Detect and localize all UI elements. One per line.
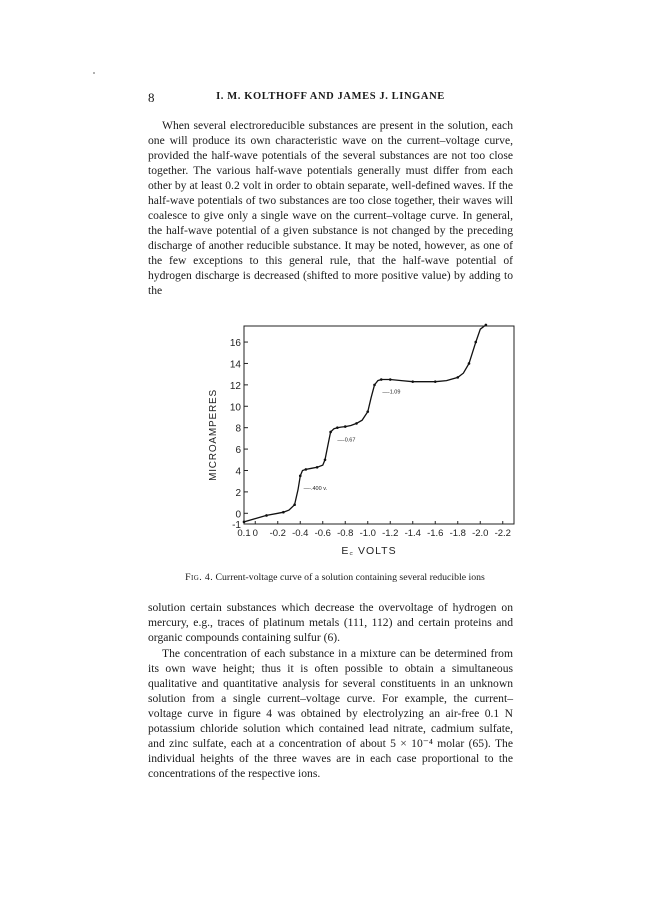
x-tick-label-7: -1.2 (382, 528, 399, 539)
x-tick-label-9: -1.6 (427, 528, 444, 539)
x-tick-label-12: -2.2 (494, 528, 511, 539)
data-point-32 (411, 380, 414, 383)
y-tick-label-7: 12 (229, 380, 241, 392)
x-tick-label-1: 0 (252, 528, 258, 539)
y-tick-label-1: 0 (235, 509, 241, 521)
data-point-0 (243, 521, 246, 524)
y-tick-label-6: 10 (229, 402, 241, 414)
y-tick-label-3: 4 (235, 466, 241, 478)
y-tick-label-9: 16 (229, 338, 241, 350)
x-tick-label-4: -0.6 (314, 528, 331, 539)
half-wave-annotation-1: —-0.67 (337, 437, 356, 444)
paragraph-2: solution certain substances which decrease the overvoltage of hydrogen on mercury, e.g., traces of platinum metals (111, 112) and certain proteins and organic compounds containing sulfur (6). (148, 601, 513, 644)
data-point-20 (344, 425, 347, 428)
figure-caption-label: Fig. 4. (185, 572, 214, 583)
half-wave-annotation-2: —-.400 v. (303, 485, 328, 492)
figure-4 (196, 322, 526, 570)
data-point-36 (456, 376, 459, 379)
data-point-38 (468, 362, 471, 365)
y-tick-label-5: 8 (235, 423, 241, 435)
paragraph-1: When several electroreducible substances are present in the solution, each one will produce its own characteristic wave on the current–voltage curve, provided the half-wave potentials of the several substances are not too close together. The various half-wave potentials generally must differ from each other by at least 0.2 volt in order to obtain separate, well-defined waves. If the half-wave potentials of two substances are too close together, their waves will coalesce to give only a single wave on the current–voltage curve. In general, the half-wave potential of a given substance is not changed by the preceding discharge of another reducible substance. It may be noted, however, as one of the few exceptions to this general rule, that the half-wave potential of hydrogen discharge is decreased (shifted to more positive value) by adding to the (148, 119, 513, 297)
y-tick-label-4: 6 (235, 445, 241, 457)
y-axis-label: MICROAMPERES (208, 389, 219, 481)
data-point-16 (329, 431, 332, 434)
page-header (148, 90, 513, 106)
x-tick-label-6: -1.0 (359, 528, 376, 539)
x-tick-label-3: -0.4 (292, 528, 309, 539)
data-point-6 (293, 503, 296, 506)
data-point-10 (305, 468, 308, 471)
data-point-24 (366, 410, 369, 413)
data-point-28 (380, 378, 383, 381)
y-tick-label-8: 14 (229, 359, 241, 371)
running-head: I. M. KOLTHOFF AND JAMES J. LINGANE (216, 91, 445, 102)
figure-caption-text: Current-voltage curve of a solution containing several reducible ions (215, 572, 485, 583)
x-tick-label-2: -0.2 (269, 528, 286, 539)
data-point-26 (373, 384, 376, 387)
x-tick-label-10: -1.8 (449, 528, 466, 539)
scan-speck (93, 72, 95, 74)
polarogram-curve (244, 325, 486, 522)
data-point-12 (316, 466, 319, 469)
data-point-42 (485, 324, 488, 327)
data-point-2 (265, 514, 268, 517)
x-tick-label-8: -1.4 (404, 528, 421, 539)
data-point-22 (355, 422, 358, 425)
data-point-4 (282, 511, 285, 514)
current-voltage-chart (196, 322, 526, 570)
x-tick-label-0: 0.1 (237, 528, 251, 539)
x-axis-label: E꜀ VOLTS (341, 545, 397, 557)
paragraph-3: The concentration of each substance in a mixture can be determined from its own wave height; thus it is often possible to obtain a simultaneous qualitative and quantitative analysis for several constituents in an unknown solution from a single current–voltage curve. For example, the current–voltage curve in figure 4 was obtained by electrolyzing an air-free 0.1 N potassium chloride solution which contained lead nitrate, cadmium sulfate, and zinc sulfate, each at a concentration of about 5 × 10⁻⁴ molar (65). The individual heights of the three waves are in each case proportional to the concentrations of the respective ions. (148, 647, 513, 780)
y-tick-label-0: -1 (232, 520, 241, 531)
data-point-40 (474, 341, 477, 344)
data-point-8 (299, 475, 302, 478)
data-point-34 (434, 380, 437, 383)
data-point-14 (324, 458, 327, 461)
figure-caption (165, 572, 505, 583)
page-number: 8 (148, 90, 155, 105)
x-tick-label-5: -0.8 (337, 528, 354, 539)
y-tick-label-2: 2 (235, 487, 241, 499)
data-point-30 (389, 378, 392, 381)
plot-frame (244, 326, 514, 524)
x-tick-label-11: -2.0 (472, 528, 489, 539)
data-point-18 (336, 426, 339, 429)
half-wave-annotation-0: —-1.09 (382, 389, 401, 396)
